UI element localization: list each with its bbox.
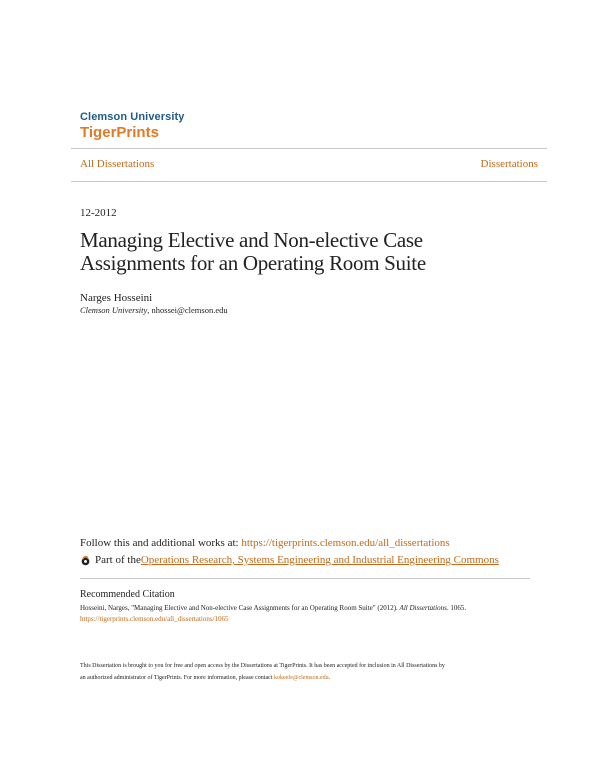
contact-email-link[interactable]: kokeefe@clemson.edu xyxy=(273,675,329,681)
repository-brand[interactable] xyxy=(80,111,185,141)
affiliation-name: Clemson University xyxy=(80,305,148,315)
footer-notice xyxy=(80,660,530,684)
all-dissertations-url[interactable]: https://tigerprints.clemson.edu/all_dissertations xyxy=(241,537,450,549)
all-dissertations-link[interactable]: All Dissertations xyxy=(80,158,155,170)
citation-prefix: Hosseini, Narges, "Managing Elective and Non-elective Case Assignments for an Operating Room Suite" (2012). xyxy=(80,604,400,612)
part-of-text: Part of the xyxy=(95,554,141,566)
citation-suffix: . 1065. xyxy=(446,604,467,612)
footer-end: . xyxy=(328,675,331,681)
collection-navbar xyxy=(71,148,547,182)
paper-title: Managing Elective and Non-elective Case Assignments for an Operating Room Suite xyxy=(80,228,426,275)
citation-text xyxy=(80,603,530,625)
footer-text-line1: This Dissertation is brought to you for free and open access by the Dissertations at TigerPrints. It has been accepted for inclusion in All Dissertations by xyxy=(80,663,445,669)
citation-divider xyxy=(80,578,530,579)
citation-url[interactable]: https://tigerprints.clemson.edu/all_dissertations/1065 xyxy=(80,615,229,623)
university-name: Clemson University xyxy=(80,111,185,123)
author-name: Narges Hosseini xyxy=(80,292,153,304)
dissertations-link[interactable]: Dissertations xyxy=(480,158,538,170)
open-access-icon xyxy=(80,555,91,566)
repository-name: TigerPrints xyxy=(80,124,159,141)
follow-line xyxy=(80,537,450,549)
citation-heading: Recommended Citation xyxy=(80,589,175,600)
author-email: , nhossei@clemson.edu xyxy=(147,305,228,315)
commons-link[interactable]: Operations Research, Systems Engineering and Industrial Engineering Commons xyxy=(140,554,499,566)
citation-series: All Dissertations xyxy=(399,604,447,612)
footer-text-line2: an authorized administrator of TigerPrints. For more information, please contact xyxy=(80,675,274,681)
follow-text: Follow this and additional works at: xyxy=(80,537,242,549)
publication-date: 12-2012 xyxy=(80,207,117,219)
author-affiliation xyxy=(80,305,228,315)
part-of-line xyxy=(80,554,499,566)
